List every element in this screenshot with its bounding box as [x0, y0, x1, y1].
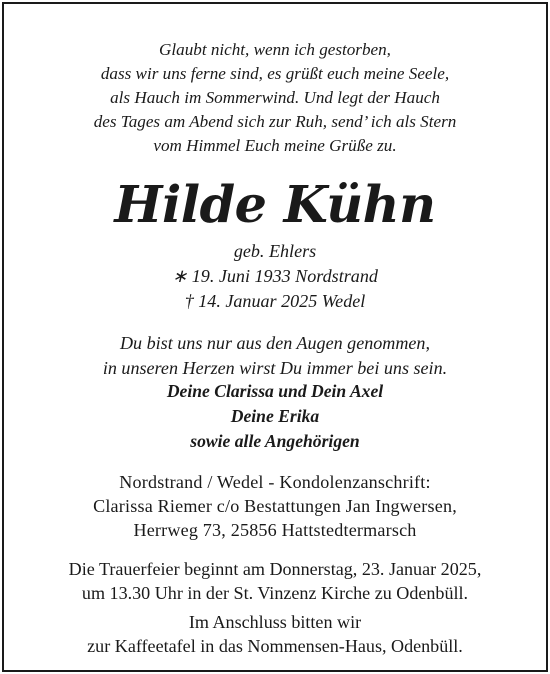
- address-line: Nordstrand / Wedel - Kondolenzanschrift:: [119, 472, 431, 492]
- deceased-name: Hilde Kühn: [114, 174, 436, 234]
- reception-info: [4, 610, 546, 658]
- tribute-line: Du bist uns nur aus den Augen genommen,: [120, 333, 430, 353]
- mourner-line: Deine Erika: [230, 406, 320, 426]
- memorial-poem: [4, 38, 546, 158]
- poem-line: als Hauch im Sommerwind. Und legt der Hauch: [110, 88, 440, 107]
- poem-line: dass wir uns ferne sind, es grüßt euch meine Seele,: [100, 64, 450, 83]
- service-line: Die Trauerfeier beginnt am Donnerstag, 23. Januar 2025,: [68, 559, 482, 579]
- birth-date: ∗ 19. Juni 1933 Nordstrand: [172, 266, 378, 286]
- address-line: Herrweg 73, 25856 Hattstedtermarsch: [133, 520, 417, 540]
- poem-line: Glaubt nicht, wenn ich gestorben,: [159, 40, 391, 59]
- mourner-line: Deine Clarissa und Dein Axel: [166, 381, 384, 401]
- obituary-notice: [2, 2, 548, 672]
- poem-line: des Tages am Abend sich zur Ruh, send’ ich als Stern: [93, 112, 457, 131]
- address-line: Clarissa Riemer c/o Bestattungen Jan Ingwersen,: [93, 496, 457, 516]
- reception-line: zur Kaffeetafel in das Nommensen-Haus, Odenbüll.: [87, 636, 463, 656]
- tribute-line: in unseren Herzen wirst Du immer bei uns sein.: [102, 358, 448, 378]
- funeral-service-info: [4, 557, 546, 605]
- condolence-address: [4, 470, 546, 542]
- death-date: † 14. Januar 2025 Wedel: [184, 291, 366, 311]
- poem-line: vom Himmel Euch meine Grüße zu.: [153, 136, 397, 155]
- reception-line: Im Anschluss bitten wir: [188, 612, 362, 632]
- service-line: um 13.30 Uhr in der St. Vinzenz Kirche zu Odenbüll.: [81, 583, 469, 603]
- maiden-name: geb. Ehlers: [233, 241, 317, 261]
- deceased-details: [4, 239, 546, 314]
- mourner-line: sowie alle Angehörigen: [190, 431, 360, 451]
- mourners-list: [4, 379, 546, 454]
- tribute-text: [4, 331, 546, 381]
